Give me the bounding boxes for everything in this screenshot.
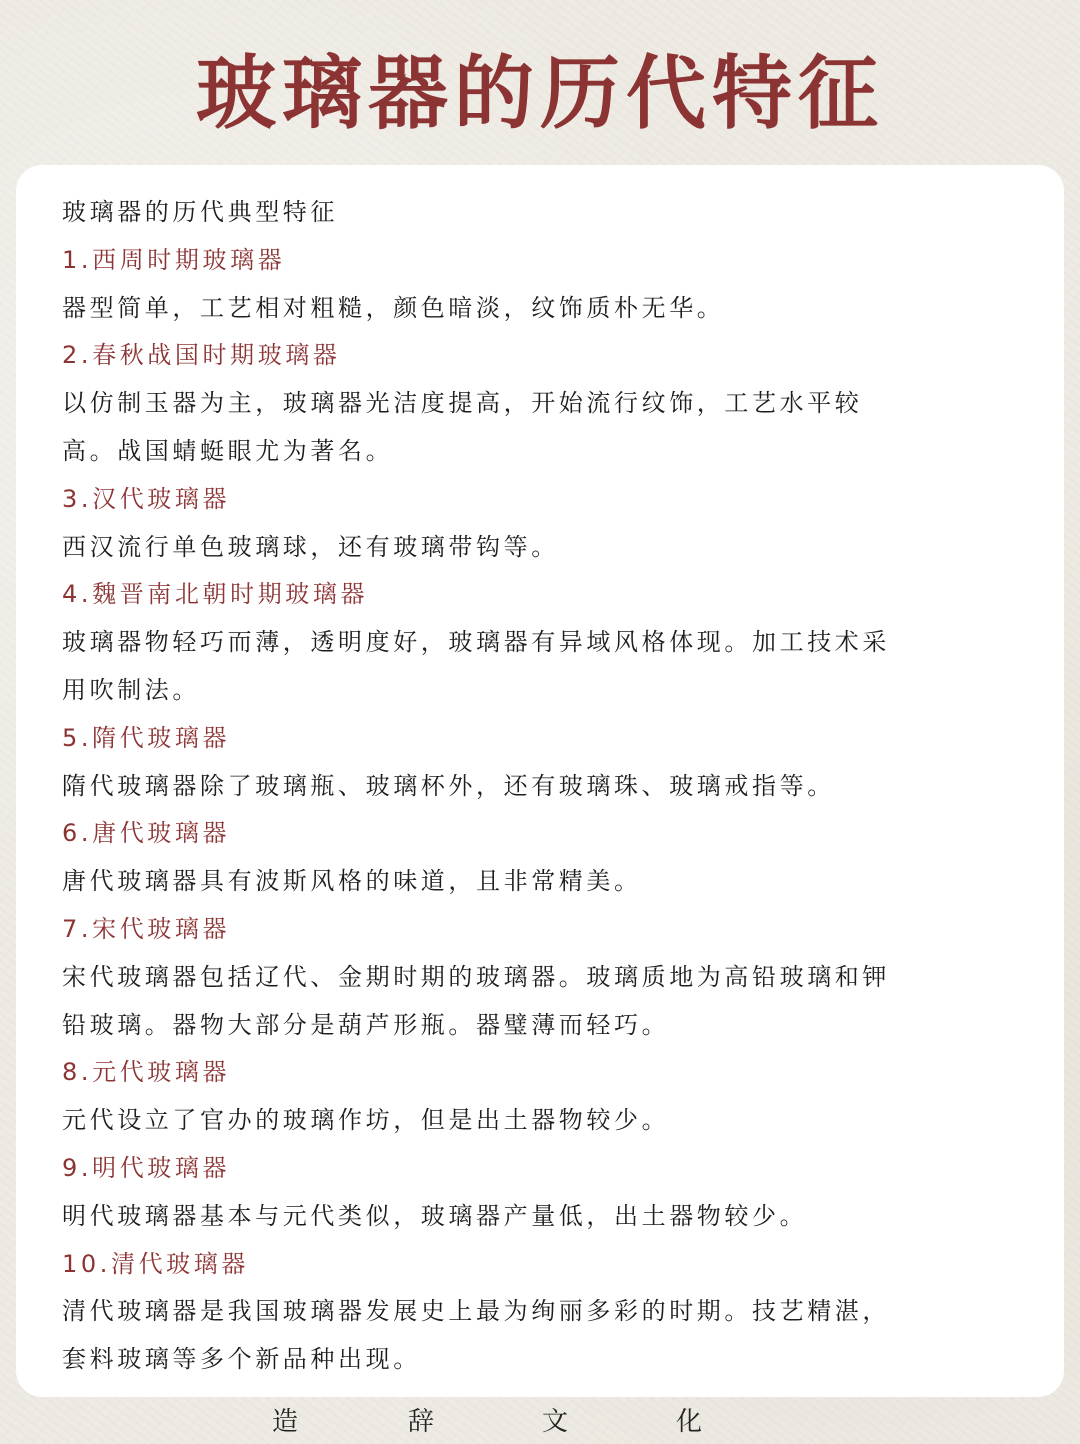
section-text: 宋代玻璃器包括辽代、金期时期的玻璃器。玻璃质地为高铅玻璃和钾 xyxy=(62,962,890,991)
section-heading: 6.唐代玻璃器 xyxy=(62,819,231,848)
section-heading: 1.西周时期玻璃器 xyxy=(62,245,286,274)
section-text: 套料玻璃等多个新品种出现。 xyxy=(62,1345,421,1374)
content-card xyxy=(16,165,1064,1397)
section-text: 西汉流行单色玻璃球，还有玻璃带钩等。 xyxy=(62,532,559,561)
footer-char: 辞 xyxy=(408,1407,435,1437)
page-title: 玻璃器的历代特征 xyxy=(196,47,884,140)
section-heading: 4.魏晋南北朝时期玻璃器 xyxy=(62,580,369,609)
section-text: 隋代玻璃器除了玻璃瓶、玻璃杯外，还有玻璃珠、玻璃戒指等。 xyxy=(62,771,835,800)
section-heading: 2.春秋战国时期玻璃器 xyxy=(62,341,341,370)
section-text: 玻璃器物轻巧而薄，透明度好，玻璃器有异域风格体现。加工技术采 xyxy=(62,628,890,657)
intro-line: 玻璃器的历代典型特征 xyxy=(62,198,338,226)
section-text: 铅玻璃。器物大部分是葫芦形瓶。器璧薄而轻巧。 xyxy=(62,1010,670,1039)
section-heading: 10.清代玻璃器 xyxy=(62,1249,249,1278)
section-heading: 5.隋代玻璃器 xyxy=(62,723,231,752)
section-text: 元代设立了官办的玻璃作坊，但是出土器物较少。 xyxy=(62,1106,670,1135)
footer-char: 文 xyxy=(542,1407,569,1437)
footer-char: 造 xyxy=(272,1407,299,1437)
section-heading: 8.元代玻璃器 xyxy=(62,1058,231,1087)
footer-brand xyxy=(0,1404,1080,1440)
section-text: 明代玻璃器基本与元代类似，玻璃器产量低，出土器物较少。 xyxy=(62,1201,808,1230)
section-text: 唐代玻璃器具有波斯风格的味道，且非常精美。 xyxy=(62,867,642,896)
footer-char: 化 xyxy=(676,1407,703,1437)
section-text: 用吹制法。 xyxy=(62,675,200,704)
section-text: 以仿制玉器为主，玻璃器光洁度提高，开始流行纹饰，工艺水平较 xyxy=(62,389,863,418)
section-text: 器型简单，工艺相对粗糙，颜色暗淡，纹饰质朴无华。 xyxy=(62,293,725,322)
section-heading: 3.汉代玻璃器 xyxy=(62,484,231,513)
section-text: 清代玻璃器是我国玻璃器发展史上最为绚丽多彩的时期。技艺精湛， xyxy=(62,1297,890,1326)
section-text: 高。战国蜻蜓眼尤为著名。 xyxy=(62,436,394,465)
section-heading: 9.明代玻璃器 xyxy=(62,1153,231,1182)
section-heading: 7.宋代玻璃器 xyxy=(62,914,231,943)
